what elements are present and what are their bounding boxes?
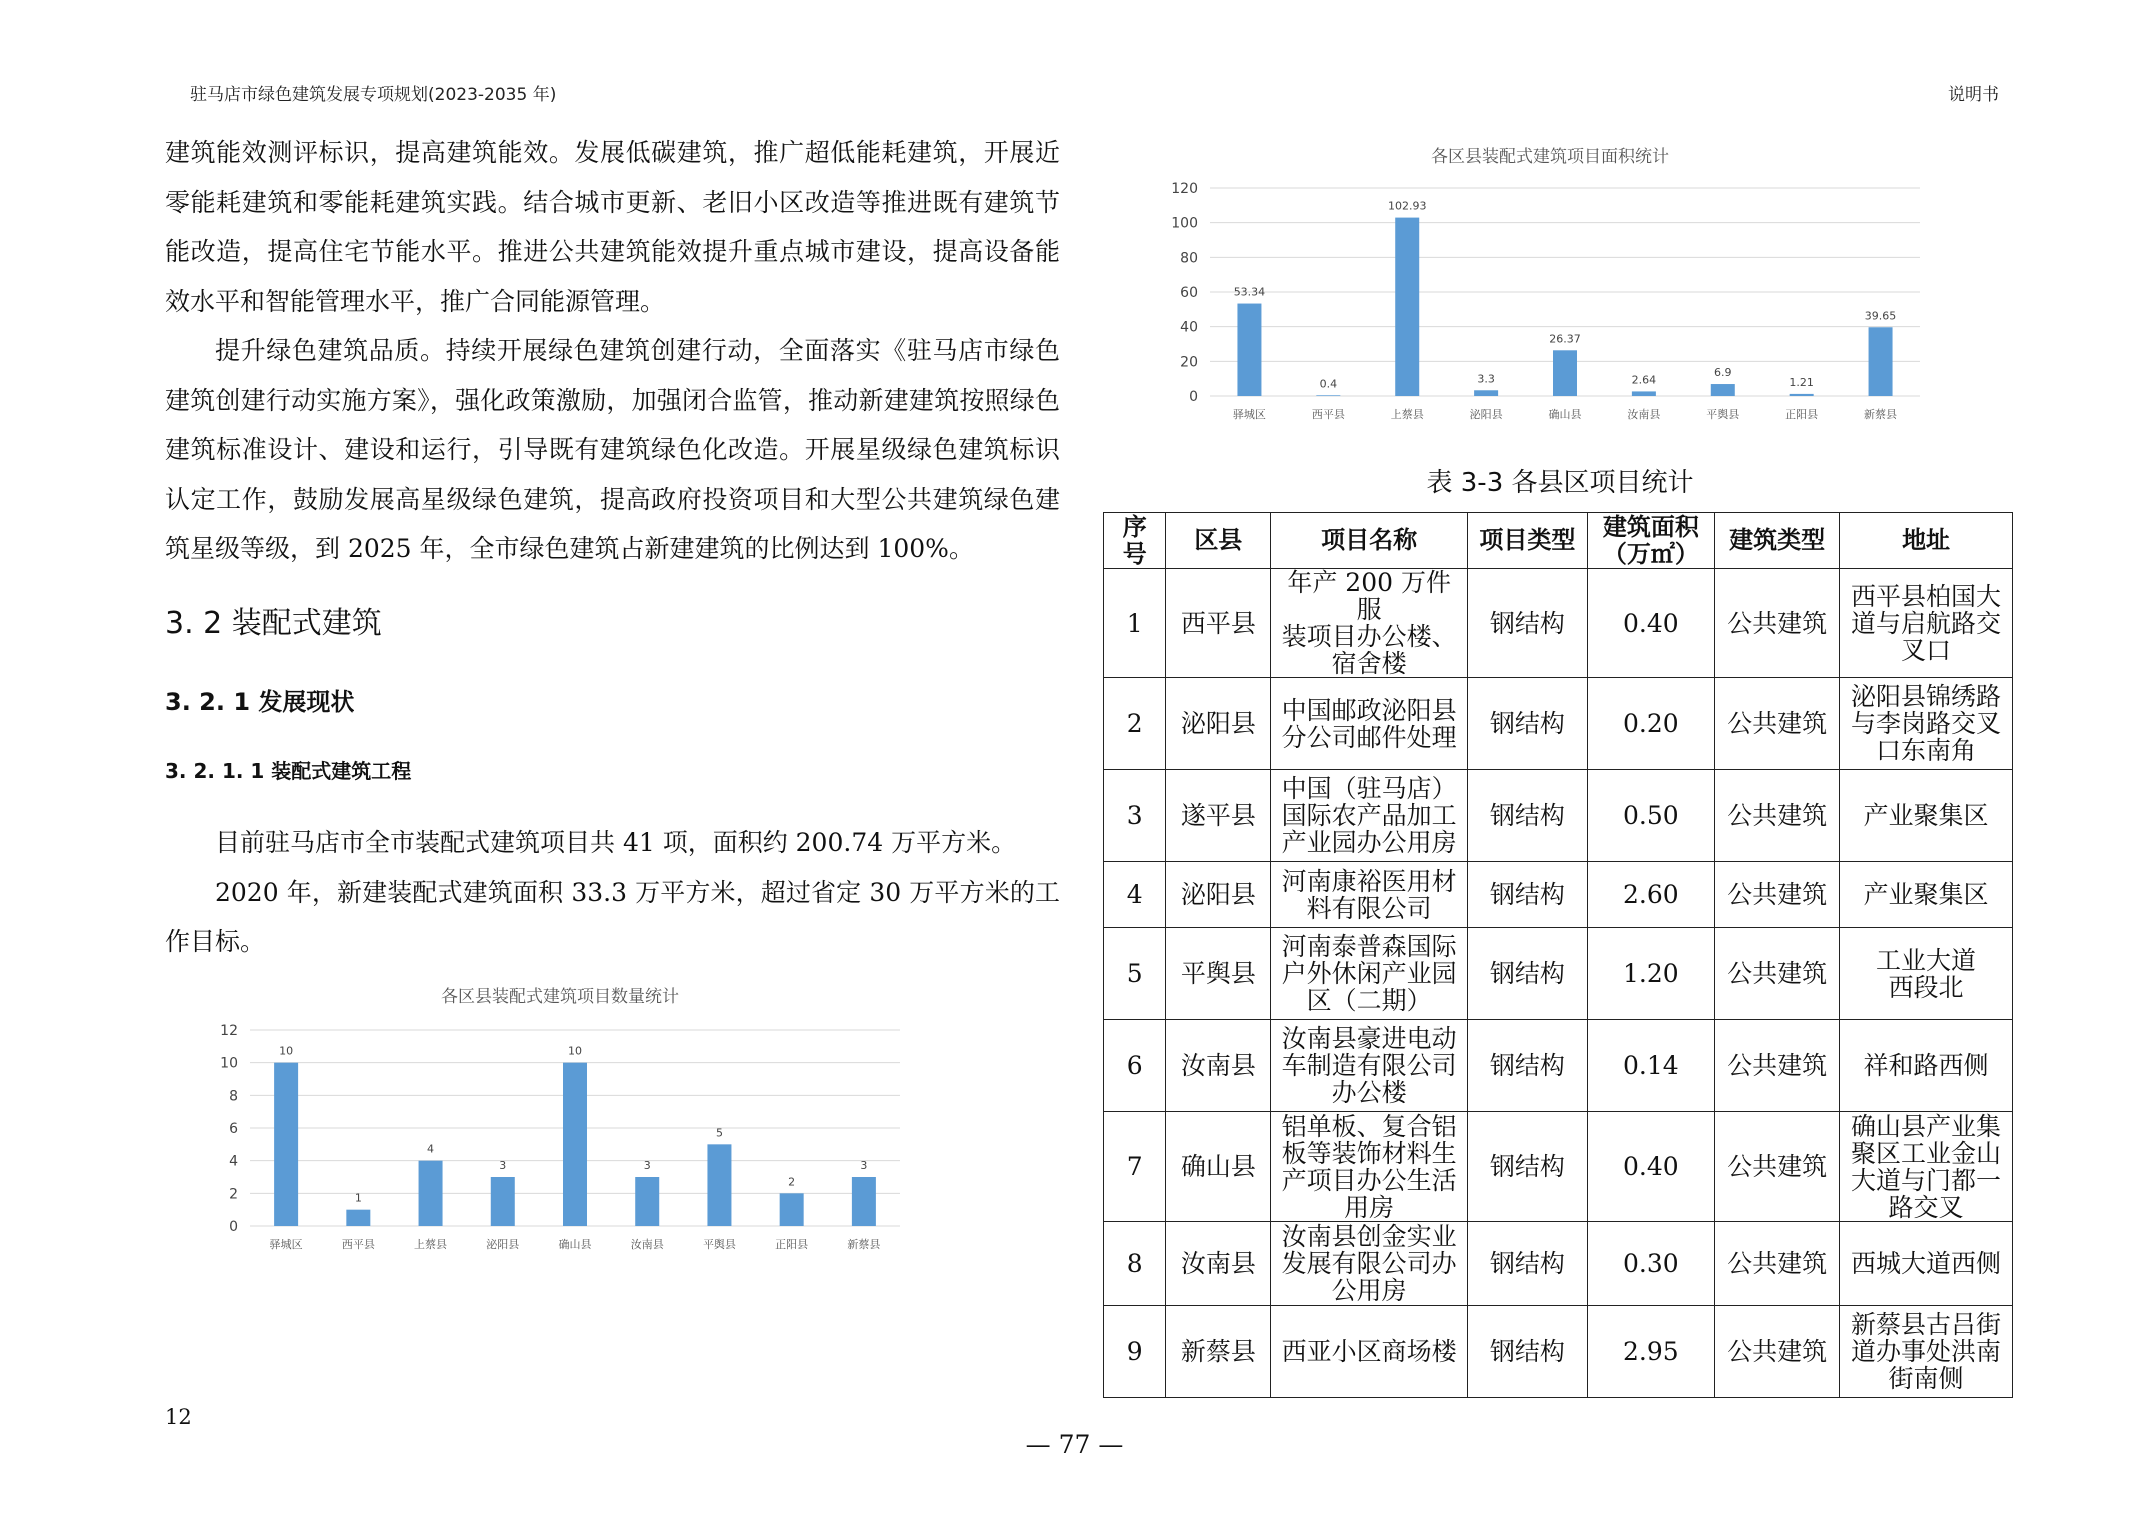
table-header-cell: 区县 [1166,513,1271,569]
x-tick-label: 正阳县 [1785,408,1819,421]
body-text-upper [165,128,1060,574]
data-label: 2.64 [1631,373,1657,387]
page-number: — 77 — [1025,1430,1124,1459]
bar [635,1177,659,1226]
table-caption: 表 3-3 各县区项目统计 [1426,468,1694,498]
data-label: 0.4 [1319,377,1338,391]
y-tick-label: 4 [229,1153,238,1170]
bar [1711,384,1735,396]
table-cell: 汝南县 [1166,1222,1271,1306]
project-area-chart-svg [1160,140,1940,440]
bar [1395,218,1419,396]
x-tick-label: 汝南县 [1627,408,1661,421]
table-cell: 西城大道西侧 [1840,1222,2013,1306]
data-label: 39.65 [1864,309,1897,323]
table-cell: 确山县 [1166,1112,1271,1222]
data-label: 1 [354,1191,362,1205]
table-cell: 0.40 [1587,569,1714,678]
y-tick-label: 10 [220,1055,238,1072]
data-label: 10 [279,1044,294,1058]
table-cell: 3 [1104,770,1166,862]
table-cell: 西亚小区商场楼 [1271,1306,1468,1398]
x-tick-label: 西平县 [1311,408,1345,421]
x-tick-label: 新蔡县 [847,1238,881,1251]
county-project-table [1103,512,2013,1398]
table-cell: 2 [1104,678,1166,770]
table-row [1104,569,2013,678]
table-body [1104,569,2013,1398]
table-header-cell: 建筑面积 （万㎡） [1587,513,1714,569]
table-cell: 确山县产业集 聚区工业金山 大道与门都一 路交叉 [1840,1112,2013,1222]
data-label: 4 [427,1142,435,1156]
table-cell: 2.95 [1587,1306,1714,1398]
table-cell: 公共建筑 [1715,1020,1840,1112]
chart-title: 各区县装配式建筑项目数量统计 [441,987,679,1007]
y-tick-label: 80 [1180,250,1198,267]
y-tick-label: 0 [229,1219,238,1235]
bar [346,1210,370,1226]
data-label: 53.34 [1233,285,1266,299]
table-cell: 汝南县豪进电动 车制造有限公司 办公楼 [1271,1020,1468,1112]
table-cell: 公共建筑 [1715,928,1840,1020]
table-cell: 产业聚集区 [1840,770,2013,862]
table-cell: 新蔡县古吕街 道办事处洪南 街南侧 [1840,1306,2013,1398]
table-row [1104,1020,2013,1112]
table-header-cell: 项目名称 [1271,513,1468,569]
page-header-section: 说明书 [1948,85,1999,105]
bar [1553,350,1577,396]
table-cell: 中国邮政泌阳县 分公司邮件处理 [1271,678,1468,770]
bar [491,1177,515,1226]
table-cell: 公共建筑 [1715,569,1840,678]
x-tick-label: 上蔡县 [414,1238,448,1251]
table-cell: 6 [1104,1020,1166,1112]
table-row [1104,678,2013,770]
y-tick-label: 0 [1189,389,1198,405]
table-cell: 0.14 [1587,1020,1714,1112]
table-row [1104,1222,2013,1306]
x-tick-label: 上蔡县 [1390,408,1424,421]
x-tick-label: 平舆县 [702,1238,736,1251]
y-tick-label: 6 [229,1121,238,1137]
table-cell: 公共建筑 [1715,1222,1840,1306]
x-tick-label: 驿城区 [269,1238,303,1251]
data-label: 102.93 [1387,199,1427,213]
x-tick-label: 平舆县 [1706,408,1740,421]
table-cell: 公共建筑 [1715,678,1840,770]
project-area-chart [1160,140,1940,440]
table-cell: 西平县柏国大 道与启航路交 叉口 [1840,569,2013,678]
data-label: 6.9 [1714,366,1732,380]
y-tick-label: 60 [1180,285,1198,301]
bar [1474,390,1498,396]
table-cell: 公共建筑 [1715,770,1840,862]
paragraph-green-building-quality: 提升绿色建筑品质。持续开展绿色建筑创建行动，全面落实《驻马店市绿色建筑创建行动实施方案》，强化政策激励，加强闭合监管，推动新建建筑按照绿色建筑标准设计、建设和运行，引导既有建筑绿色化改造。开展星级绿色建筑标识认定工作，鼓励发展高星级绿色建筑，提高政府投资项目和大型公共建筑绿色建筑星级等级，到 2025 年，全市绿色建筑占新建建筑的比例达到 100%。 [165,336,1060,563]
table-header-cell: 序 号 [1104,513,1166,569]
subsubsection-heading: 3. 2. 1. 1 装配式建筑工程 [165,759,412,783]
table-cell: 工业大道 西段北 [1840,928,2013,1020]
y-tick-label: 8 [229,1088,238,1105]
chart-title: 各区县装配式建筑项目面积统计 [1431,147,1669,167]
table-cell: 0.40 [1587,1112,1714,1222]
table-cell: 平舆县 [1166,928,1271,1020]
bar [563,1063,587,1226]
x-tick-label: 泌阳县 [486,1238,520,1251]
bar [274,1063,298,1226]
table-cell: 钢结构 [1468,770,1588,862]
data-label: 10 [568,1044,582,1058]
table-cell: 公共建筑 [1715,1112,1840,1222]
table-cell: 钢结构 [1468,862,1588,928]
bar [419,1161,443,1226]
x-tick-label: 正阳县 [775,1238,809,1251]
body-text-lower [165,818,1060,967]
table-header-row [1104,513,2013,569]
table-cell: 8 [1104,1222,1166,1306]
project-count-chart-svg [200,978,920,1278]
y-tick-label: 40 [1180,319,1198,336]
table-cell: 祥和路西侧 [1840,1020,2013,1112]
table-cell: 0.50 [1587,770,1714,862]
table-row [1104,770,2013,862]
table-cell: 0.30 [1587,1222,1714,1306]
data-label: 3 [499,1159,507,1172]
y-tick-label: 2 [229,1186,238,1203]
table-header-cell: 项目类型 [1468,513,1588,569]
x-tick-label: 确山县 [1548,408,1582,421]
table-cell: 9 [1104,1306,1166,1398]
page-number-original: 12 [165,1405,192,1429]
bar [1869,327,1893,396]
table-cell: 遂平县 [1166,770,1271,862]
y-tick-label: 100 [1171,215,1198,232]
x-tick-label: 确山县 [558,1238,592,1251]
table-row [1104,862,2013,928]
paragraph-project-total: 目前驻马店市全市装配式建筑项目共 41 项，面积约 200.74 万平方米。 [215,828,1017,857]
table-cell: 年产 200 万件服 装项目办公楼、 宿舍楼 [1271,569,1468,678]
table-cell: 钢结构 [1468,928,1588,1020]
table-row [1104,928,2013,1020]
x-tick-label: 驿城区 [1232,408,1266,421]
x-tick-label: 新蔡县 [1864,408,1898,421]
table-cell: 公共建筑 [1715,1306,1840,1398]
bar [1632,391,1656,396]
table-header-cell: 建筑类型 [1715,513,1840,569]
bar [1237,304,1261,396]
table-cell: 钢结构 [1468,678,1588,770]
x-tick-label: 西平县 [341,1238,375,1251]
bar [1316,395,1340,396]
table-cell: 公共建筑 [1715,862,1840,928]
table-cell: 产业聚集区 [1840,862,2013,928]
project-count-chart [200,978,920,1278]
table-cell: 钢结构 [1468,1112,1588,1222]
bar [852,1177,876,1226]
paragraph-2020-area: 2020 年，新建装配式建筑面积 33.3 万平方米，超过省定 30 万平方米的工作目标。 [165,877,1060,956]
table-cell: 1 [1104,569,1166,678]
table-cell: 泌阳县 [1166,678,1271,770]
table-cell: 钢结构 [1468,569,1588,678]
x-tick-label: 汝南县 [630,1238,664,1251]
table-cell: 钢结构 [1468,1306,1588,1398]
y-tick-label: 20 [1180,354,1198,371]
table-cell: 泌阳县 [1166,862,1271,928]
x-tick-label: 泌阳县 [1469,408,1503,421]
table-cell: 2.60 [1587,862,1714,928]
table-row [1104,1112,2013,1222]
page-header-title: 驻马店市绿色建筑发展专项规划(2023-2035 年) [190,85,557,105]
table-row [1104,1306,2013,1398]
y-tick-label: 12 [220,1023,238,1039]
table-cell: 5 [1104,928,1166,1020]
table-cell: 4 [1104,862,1166,928]
table-cell: 钢结构 [1468,1020,1588,1112]
y-tick-label: 120 [1171,181,1198,197]
data-label: 26.37 [1549,332,1581,346]
bar [1790,394,1814,396]
data-label: 3 [860,1159,868,1172]
table-cell: 7 [1104,1112,1166,1222]
data-label: 3 [643,1159,651,1172]
data-label: 5 [715,1126,723,1140]
table-cell: 河南康裕医用材 料有限公司 [1271,862,1468,928]
table-cell: 钢结构 [1468,1222,1588,1306]
table-cell: 西平县 [1166,569,1271,678]
table-cell: 河南泰普森国际 户外休闲产业园 区（二期） [1271,928,1468,1020]
data-label: 1.21 [1789,375,1814,389]
subsection-heading: 3. 2. 1 发展现状 [165,688,355,716]
paragraph-energy-efficiency: 建筑能效测评标识，提高建筑能效。发展低碳建筑，推广超低能耗建筑，开展近零能耗建筑和零能耗建筑实践。结合城市更新、老旧小区改造等推进既有建筑节能改造，提高住宅节能水平。推进公共建筑能效提升重点城市建设，提高设备能效水平和智能管理水平，推广合同能源管理。 [165,138,1060,316]
section-heading: 3. 2 装配式建筑 [165,606,382,641]
table-cell: 新蔡县 [1166,1306,1271,1398]
table-cell: 泌阳县锦绣路 与李岗路交叉 口东南角 [1840,678,2013,770]
data-label: 3.3 [1477,372,1495,386]
table-header-cell: 地址 [1840,513,2013,569]
table-cell: 中国（驻马店） 国际农产品加工 产业园办公用房 [1271,770,1468,862]
table-cell: 0.20 [1587,678,1714,770]
table-cell: 1.20 [1587,928,1714,1020]
table-cell: 汝南县创金实业 发展有限公司办 公用房 [1271,1222,1468,1306]
bar [707,1144,731,1226]
bar [780,1193,804,1226]
data-label: 2 [788,1175,796,1189]
table-cell: 汝南县 [1166,1020,1271,1112]
table-cell: 铝单板、复合铝 板等装饰材料生 产项目办公生活 用房 [1271,1112,1468,1222]
